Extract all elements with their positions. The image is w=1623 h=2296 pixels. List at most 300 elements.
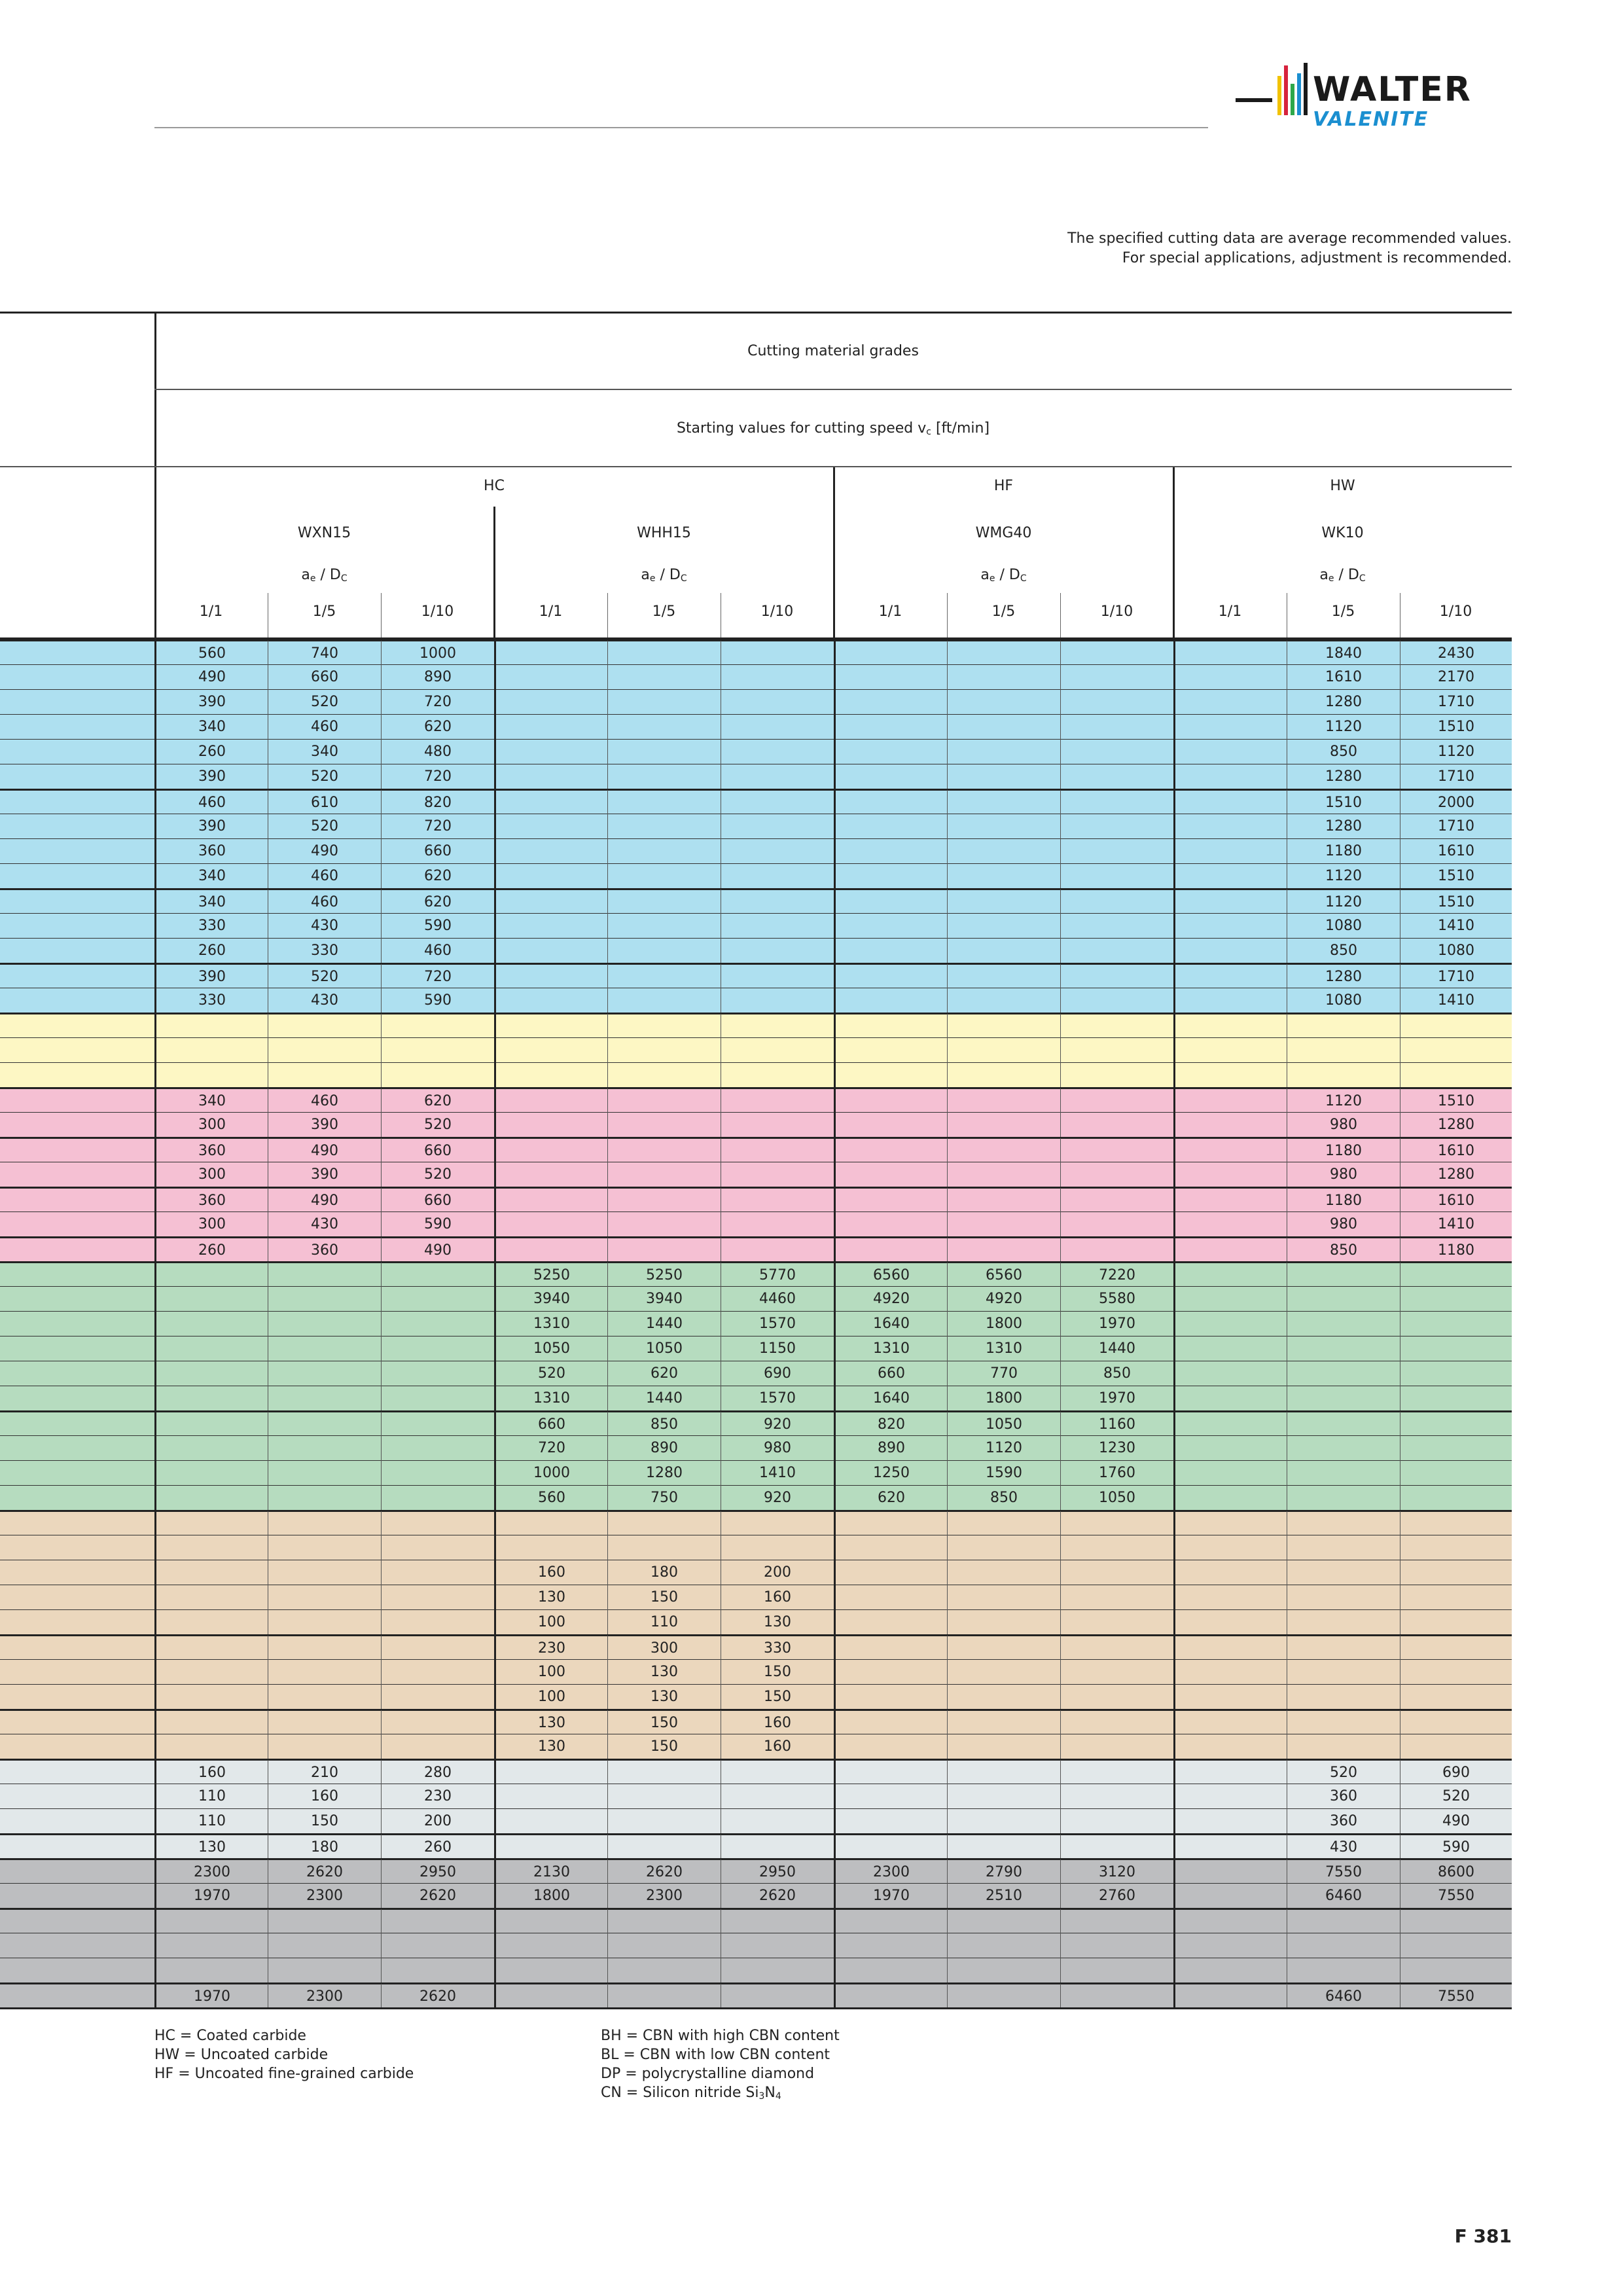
table-cell: 490 — [268, 1138, 381, 1163]
table-cell: 150 — [721, 1659, 834, 1684]
table-cell — [1173, 1760, 1287, 1785]
table-cell — [834, 1760, 947, 1785]
table-cell: 1120 — [1400, 739, 1512, 764]
table-cell — [1400, 1311, 1512, 1336]
table-cell — [834, 1784, 947, 1808]
legend-hf: HF = Uncoated fine-grained carbide — [154, 2066, 414, 2082]
table-cell: 1410 — [1400, 1211, 1512, 1236]
table-cell — [381, 1560, 494, 1585]
table-cell — [494, 790, 607, 815]
legend-right — [601, 2026, 840, 2106]
table-cell — [721, 1909, 834, 1934]
table-row — [0, 1361, 1512, 1386]
table-cell — [947, 1835, 1060, 1859]
table-cell: 3940 — [494, 1286, 607, 1311]
table-cell — [1060, 938, 1173, 963]
table-cell — [721, 1014, 834, 1039]
table-cell: 1160 — [1060, 1412, 1173, 1437]
table-cell — [607, 1933, 721, 1958]
table-cell — [721, 1760, 834, 1785]
table-cell — [154, 1909, 268, 1934]
table-cell — [834, 1238, 947, 1263]
table-cell — [1173, 814, 1287, 838]
table-cell: 1800 — [947, 1386, 1060, 1410]
table-cell — [1173, 1784, 1287, 1808]
table-cell — [268, 1336, 381, 1361]
table-cell — [154, 1734, 268, 1759]
table-cell: 300 — [154, 1112, 268, 1137]
table-cell — [268, 1014, 381, 1039]
table-cell — [721, 1835, 834, 1859]
table-cell — [834, 1659, 947, 1684]
table-row — [0, 1784, 1512, 1808]
table-cell — [834, 988, 947, 1013]
table-row — [0, 1883, 1512, 1908]
table-cell: 100 — [494, 1659, 607, 1684]
table-cell: 100 — [494, 1609, 607, 1634]
table-row — [0, 664, 1512, 689]
table-cell — [1287, 1460, 1400, 1485]
table-cell — [1060, 689, 1173, 714]
table-cell — [1287, 1909, 1400, 1934]
table-cell — [1060, 1808, 1173, 1833]
table-cell: 890 — [834, 1435, 947, 1460]
table-cell — [381, 1412, 494, 1437]
table-row — [0, 1659, 1512, 1684]
table-cell — [494, 1238, 607, 1263]
table-row — [0, 1286, 1512, 1311]
table-cell — [1060, 1560, 1173, 1585]
table-cell — [1173, 1311, 1287, 1336]
table-cell: 330 — [154, 913, 268, 938]
table-cell: 1710 — [1400, 964, 1512, 989]
grade-code-hc: HC — [484, 478, 505, 494]
table-cell — [834, 764, 947, 789]
table-cell — [721, 739, 834, 764]
table-cell: 3120 — [1060, 1859, 1173, 1884]
table-cell — [834, 1560, 947, 1585]
table-cell — [1173, 689, 1287, 714]
table-cell — [1173, 664, 1287, 689]
table-cell: 130 — [607, 1659, 721, 1684]
table-cell — [268, 1710, 381, 1735]
table-cell — [947, 1511, 1060, 1536]
table-cell — [834, 1162, 947, 1187]
table-cell: 330 — [268, 938, 381, 963]
table-cell — [268, 1311, 381, 1336]
table-cell: 8600 — [1400, 1859, 1512, 1884]
table-cell: 850 — [1287, 739, 1400, 764]
table-cell — [721, 664, 834, 689]
table-cell — [947, 863, 1060, 888]
table-cell — [494, 1014, 607, 1039]
table-cell — [1173, 1560, 1287, 1585]
table-cell — [494, 714, 607, 739]
table-cell — [1173, 1460, 1287, 1485]
table-cell — [1173, 1485, 1287, 1510]
table-cell — [494, 1808, 607, 1833]
table-row — [0, 1982, 1512, 2007]
table-cell — [834, 1835, 947, 1859]
table-cell: 520 — [268, 689, 381, 714]
table-cell — [1173, 1062, 1287, 1087]
table-cell: 1710 — [1400, 814, 1512, 838]
table-cell — [947, 739, 1060, 764]
table-cell — [1060, 838, 1173, 863]
table-cell: 1180 — [1287, 1138, 1400, 1163]
table-cell — [607, 1238, 721, 1263]
legend-hw: HW = Uncoated carbide — [154, 2047, 329, 2063]
table-cell: 520 — [268, 964, 381, 989]
table-cell: 720 — [494, 1435, 607, 1460]
table-cell — [381, 1636, 494, 1660]
table-row — [0, 1261, 1512, 1286]
table-cell — [494, 1037, 607, 1062]
table-cell: 2950 — [381, 1859, 494, 1884]
table-cell — [607, 1188, 721, 1213]
table-cell: 460 — [268, 889, 381, 914]
table-cell — [1287, 1958, 1400, 1982]
table-cell — [1287, 1311, 1400, 1336]
table-cell — [607, 1958, 721, 1982]
table-row — [0, 1585, 1512, 1609]
table-cell — [721, 641, 834, 666]
dc-symbol: / D — [655, 567, 681, 583]
table-cell — [494, 1088, 607, 1113]
table-cell — [1060, 790, 1173, 815]
table-cell — [947, 790, 1060, 815]
table-cell: 1180 — [1287, 1188, 1400, 1213]
table-cell — [607, 1984, 721, 2009]
table-cell — [721, 838, 834, 863]
table-cell: 5770 — [721, 1263, 834, 1287]
table-cell — [1287, 1386, 1400, 1410]
table-cell — [834, 1037, 947, 1062]
table-cell: 390 — [154, 764, 268, 789]
table-row — [0, 1609, 1512, 1634]
table-cell — [1173, 1883, 1287, 1908]
table-row — [0, 1410, 1512, 1435]
table-cell — [834, 1909, 947, 1934]
table-cell: 1310 — [947, 1336, 1060, 1361]
table-cell: 1970 — [154, 1984, 268, 2009]
table-cell — [721, 1188, 834, 1213]
table-cell: 490 — [268, 838, 381, 863]
table-cell — [1173, 1859, 1287, 1884]
table-cell — [1173, 1734, 1287, 1759]
table-cell — [947, 1684, 1060, 1709]
ratio-label: 1/5 — [1331, 603, 1355, 620]
table-cell — [607, 1062, 721, 1087]
table-cell — [1173, 1188, 1287, 1213]
table-cell — [947, 1162, 1060, 1187]
table-cell — [1287, 1511, 1400, 1536]
table-cell — [721, 1784, 834, 1808]
table-cell: 280 — [381, 1760, 494, 1785]
table-cell — [947, 1112, 1060, 1137]
table-cell — [1060, 814, 1173, 838]
table-cell — [947, 1062, 1060, 1087]
table-cell: 2130 — [494, 1859, 607, 1884]
table-cell — [834, 1188, 947, 1213]
table-cell — [268, 1609, 381, 1634]
table-cell — [1287, 1585, 1400, 1609]
table-cell — [1060, 913, 1173, 938]
table-cell: 980 — [1287, 1112, 1400, 1137]
table-cell: 1000 — [494, 1460, 607, 1485]
table-cell: 720 — [381, 689, 494, 714]
table-cell: 340 — [154, 1088, 268, 1113]
table-cell — [1287, 1062, 1400, 1087]
table-cell — [721, 1984, 834, 2009]
table-cell — [721, 1211, 834, 1236]
table-cell: 150 — [607, 1710, 721, 1735]
table-cell — [381, 1585, 494, 1609]
table-cell: 520 — [494, 1361, 607, 1386]
table-cell: 660 — [381, 1188, 494, 1213]
table-cell — [1173, 1435, 1287, 1460]
table-cell — [607, 913, 721, 938]
table-cell — [381, 1435, 494, 1460]
table-cell — [494, 814, 607, 838]
ratio-label: 1/5 — [312, 603, 336, 620]
table-cell — [947, 689, 1060, 714]
table-cell: 1180 — [1287, 838, 1400, 863]
table-cell — [834, 838, 947, 863]
table-row — [0, 1013, 1512, 1037]
table-row — [0, 888, 1512, 913]
table-cell — [1287, 1014, 1400, 1039]
table-cell — [1400, 1386, 1512, 1410]
table-cell: 110 — [607, 1609, 721, 1634]
table-cell: 520 — [268, 764, 381, 789]
table-cell — [1060, 1636, 1173, 1660]
table-cell — [1060, 1535, 1173, 1560]
table-cell: 130 — [494, 1585, 607, 1609]
dc-sub: C — [680, 573, 687, 584]
ratio-label: 1/10 — [421, 603, 454, 620]
table-cell: 620 — [381, 889, 494, 914]
table-cell: 260 — [154, 739, 268, 764]
table-cell — [721, 814, 834, 838]
table-cell: 6560 — [947, 1263, 1060, 1287]
table-cell — [947, 938, 1060, 963]
table-cell: 2300 — [607, 1883, 721, 1908]
table-cell — [1287, 1710, 1400, 1735]
table-cell — [494, 1909, 607, 1934]
ratio-label: 1/10 — [1100, 603, 1133, 620]
legend-bh: BH = CBN with high CBN content — [601, 2028, 840, 2044]
table-cell — [381, 1062, 494, 1087]
table-cell — [1400, 1958, 1512, 1982]
table-cell — [721, 1238, 834, 1263]
table-cell — [607, 964, 721, 989]
table-cell — [1400, 1460, 1512, 1485]
table-cell: 230 — [381, 1784, 494, 1808]
table-cell — [1400, 1734, 1512, 1759]
table-cell — [947, 1784, 1060, 1808]
table-cell: 1610 — [1400, 1188, 1512, 1213]
table-cell — [947, 1014, 1060, 1039]
table-cell — [1173, 1361, 1287, 1386]
table-cell: 1510 — [1400, 889, 1512, 914]
table-cell — [1287, 1636, 1400, 1660]
table-cell — [607, 1014, 721, 1039]
table-cell: 1150 — [721, 1336, 834, 1361]
table-cell — [494, 1784, 607, 1808]
table-cell — [1400, 1609, 1512, 1634]
table-cell — [607, 689, 721, 714]
table-cell — [1060, 863, 1173, 888]
ae-symbol: a — [980, 567, 990, 583]
table-cell — [1060, 1784, 1173, 1808]
starting-values-sub: c — [926, 427, 931, 437]
table-cell: 150 — [721, 1684, 834, 1709]
table-cell: 340 — [268, 739, 381, 764]
table-cell — [494, 863, 607, 888]
table-cell — [268, 1361, 381, 1386]
table-cell — [381, 1014, 494, 1039]
table-cell — [1173, 1162, 1287, 1187]
table-cell — [947, 1636, 1060, 1660]
table-cell — [607, 1112, 721, 1137]
table-cell — [1060, 1609, 1173, 1634]
starting-values-suffix: [ft/min] — [931, 420, 990, 437]
table-cell — [1173, 1037, 1287, 1062]
table-cell: 2620 — [721, 1883, 834, 1908]
table-cell: 890 — [381, 664, 494, 689]
table-row — [0, 1062, 1512, 1087]
table-cell — [381, 1909, 494, 1934]
table-cell: 300 — [154, 1211, 268, 1236]
ae-dc-label — [494, 567, 834, 584]
ae-dc-label — [834, 567, 1173, 584]
table-cell: 1410 — [1400, 988, 1512, 1013]
table-cell — [381, 1361, 494, 1386]
table-cell — [494, 889, 607, 914]
table-cell: 390 — [154, 964, 268, 989]
table-cell: 520 — [268, 814, 381, 838]
table-cell — [1173, 1088, 1287, 1113]
recommendation-note — [1067, 229, 1512, 268]
ae-sub: e — [649, 573, 656, 584]
table-cell — [721, 889, 834, 914]
table-cell — [834, 1014, 947, 1039]
table-cell: 610 — [268, 790, 381, 815]
table-cell — [381, 1609, 494, 1634]
table-cell: 1510 — [1400, 1088, 1512, 1113]
table-cell: 1610 — [1400, 838, 1512, 863]
table-cell: 1180 — [1400, 1238, 1512, 1263]
table-cell: 2300 — [268, 1883, 381, 1908]
table-cell — [1173, 1984, 1287, 2009]
table-cell: 360 — [1287, 1808, 1400, 1833]
table-cell: 430 — [268, 913, 381, 938]
table-cell: 360 — [154, 1188, 268, 1213]
table-cell: 430 — [268, 988, 381, 1013]
table-cell — [947, 1659, 1060, 1684]
table-cell: 560 — [494, 1485, 607, 1510]
ae-symbol: a — [1319, 567, 1329, 583]
table-cell: 1640 — [834, 1311, 947, 1336]
table-cell — [834, 1808, 947, 1833]
table-cell: 5250 — [494, 1263, 607, 1287]
starting-values-label — [154, 420, 1512, 437]
table-cell: 100 — [494, 1684, 607, 1709]
svg-text:VALENITE: VALENITE — [1313, 108, 1429, 131]
header-line-2 — [154, 389, 1512, 390]
table-cell — [607, 1511, 721, 1536]
legend-left — [154, 2026, 414, 2083]
table-cell — [494, 1835, 607, 1859]
table-cell — [1287, 1336, 1400, 1361]
table-cell — [947, 838, 1060, 863]
table-cell — [154, 1062, 268, 1087]
table-cell — [494, 1958, 607, 1982]
table-cell — [607, 988, 721, 1013]
table-cell — [947, 1211, 1060, 1236]
table-cell — [721, 1958, 834, 1982]
table-cell — [154, 1361, 268, 1386]
table-row — [0, 1087, 1512, 1112]
table-cell — [607, 889, 721, 914]
table-cell: 130 — [494, 1710, 607, 1735]
table-cell — [947, 1909, 1060, 1934]
table-cell: 360 — [268, 1238, 381, 1263]
table-cell — [834, 1088, 947, 1113]
table-cell — [947, 814, 1060, 838]
table-cell: 690 — [721, 1361, 834, 1386]
table-cell: 620 — [607, 1361, 721, 1386]
table-cell: 850 — [947, 1485, 1060, 1510]
table-cell — [607, 863, 721, 888]
table-cell — [1060, 641, 1173, 666]
header-top-line — [0, 312, 1512, 314]
table-cell — [947, 1585, 1060, 1609]
table-cell — [1400, 1336, 1512, 1361]
starting-values-prefix: Starting values for cutting speed v — [676, 420, 927, 437]
table-cell: 1800 — [494, 1883, 607, 1908]
table-row — [0, 1560, 1512, 1585]
table-cell: 360 — [154, 1138, 268, 1163]
table-cell: 1120 — [1287, 1088, 1400, 1113]
table-cell: 1590 — [947, 1460, 1060, 1485]
table-cell — [268, 1933, 381, 1958]
table-cell — [1060, 1909, 1173, 1934]
table-cell: 560 — [154, 641, 268, 666]
table-cell — [268, 1659, 381, 1684]
table-cell — [268, 1535, 381, 1560]
table-cell — [721, 1933, 834, 1958]
table-cell — [607, 1211, 721, 1236]
table-cell: 590 — [1400, 1835, 1512, 1859]
table-cell: 480 — [381, 739, 494, 764]
table-cell — [947, 1238, 1060, 1263]
table-cell — [947, 1808, 1060, 1833]
table-cell — [1173, 714, 1287, 739]
table-cell: 340 — [154, 889, 268, 914]
table-cell — [834, 1684, 947, 1709]
table-cell: 2790 — [947, 1859, 1060, 1884]
table-cell: 1230 — [1060, 1435, 1173, 1460]
table-cell — [268, 1062, 381, 1087]
table-cell — [381, 1286, 494, 1311]
table-cell — [834, 714, 947, 739]
table-cell: 1120 — [1287, 889, 1400, 914]
table-cell — [947, 889, 1060, 914]
dc-symbol: / D — [1334, 567, 1359, 583]
table-cell: 260 — [154, 938, 268, 963]
